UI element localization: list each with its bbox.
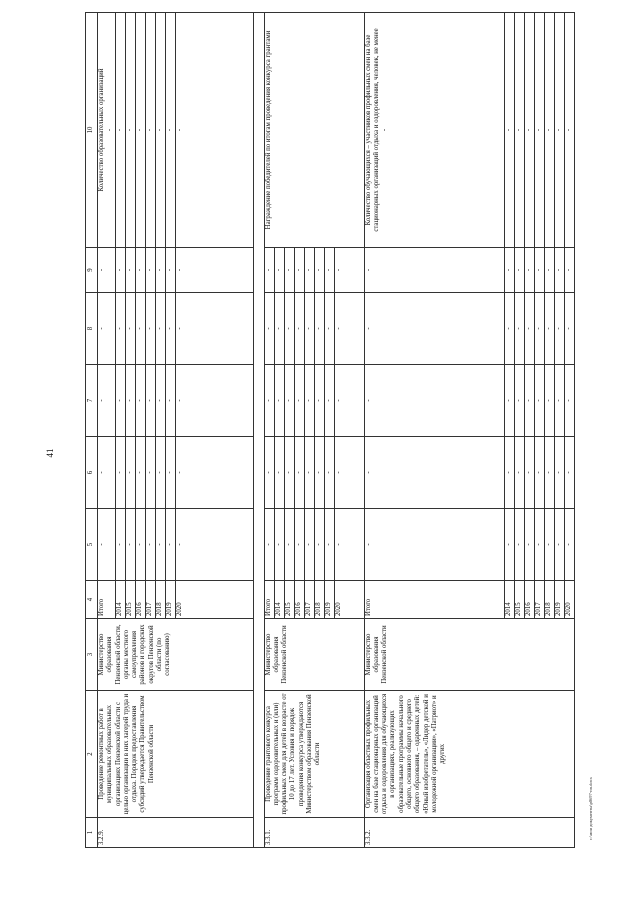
value-cell: -: [98, 248, 116, 293]
value-cell: -: [364, 248, 504, 293]
year-cell: 2020: [175, 581, 253, 619]
year-cell: 2020: [334, 581, 364, 619]
value-cell: -: [554, 509, 564, 581]
value-cell: -: [145, 13, 155, 248]
value-cell: -: [284, 365, 294, 437]
value-cell: -: [294, 509, 304, 581]
value-cell: -: [125, 437, 135, 509]
value-cell: -: [125, 365, 135, 437]
value-cell: -: [334, 365, 364, 437]
value-cell: -: [145, 509, 155, 581]
value-cell: -: [135, 365, 145, 437]
table-row: [264, 13, 274, 848]
header-cell: 7: [86, 365, 98, 437]
value-cell: -: [98, 509, 116, 581]
header-cell: 10: [86, 13, 98, 248]
rotated-table-area: [85, 28, 630, 848]
year-cell: 2018: [544, 581, 554, 619]
year-cell: Итого: [364, 581, 504, 619]
value-cell: -: [274, 248, 284, 293]
value-cell: -: [125, 293, 135, 365]
value-cell: -: [175, 13, 253, 248]
indicator-text: Количество образовательных организаций: [98, 68, 105, 192]
value-cell: -: [514, 13, 524, 248]
value-cell: -: [155, 509, 165, 581]
value-cell: -: [98, 293, 116, 365]
value-cell: -: [314, 248, 324, 293]
activity-cell: Организация областных профильных смен на базе стационарных организаций отдыха и оздоровления для обучающихся в организациях, реализующих образовательные программы начального общего, основного общего и среднего общего образования, – одаренных детей: «Юный изобретатель», «Лидер детской и молодежной организации», «Патриот» и других: [364, 691, 574, 818]
value-cell: -: [334, 248, 364, 293]
value-cell: -: [544, 365, 554, 437]
value-cell: -: [524, 248, 534, 293]
executor-cell: Министерство образования Пензенской области: [364, 619, 574, 691]
value-cell: -: [264, 293, 274, 365]
value-cell: -: [504, 13, 514, 248]
value-cell: -: [334, 437, 364, 509]
value-cell: -: [524, 509, 534, 581]
value-cell: -: [165, 365, 175, 437]
value-cell: -: [564, 509, 574, 581]
value-cell: -: [554, 437, 564, 509]
row-number: 3.2.9.: [98, 818, 254, 848]
value-cell: -: [524, 13, 534, 248]
value-cell: -: [564, 365, 574, 437]
value-cell: -: [115, 437, 125, 509]
value-cell: -: [334, 509, 364, 581]
value-cell: -: [135, 437, 145, 509]
header-cell: 8: [86, 293, 98, 365]
year-cell: 2014: [115, 581, 125, 619]
value-cell: -: [324, 509, 334, 581]
value-cell: -: [514, 509, 524, 581]
value-cell: -: [564, 248, 574, 293]
value-cell: -: [324, 293, 334, 365]
dash: -: [106, 128, 114, 132]
year-cell: 2019: [324, 581, 334, 619]
value-cell: -: [284, 293, 294, 365]
value-cell: -: [145, 437, 155, 509]
value-cell: -: [514, 365, 524, 437]
value-cell: -: [155, 248, 165, 293]
value-cell: -: [165, 509, 175, 581]
value-cell: -: [564, 437, 574, 509]
value-cell: -: [125, 509, 135, 581]
year-cell: 2016: [524, 581, 534, 619]
value-cell: -: [135, 293, 145, 365]
value-cell: -: [264, 365, 274, 437]
value-cell: -: [554, 365, 564, 437]
value-cell: -: [504, 248, 514, 293]
value-cell: -: [314, 509, 324, 581]
value-cell: -: [274, 509, 284, 581]
value-cell: -: [554, 248, 564, 293]
value-cell: -: [544, 293, 554, 365]
value-cell: -: [145, 365, 155, 437]
value-cell: -: [145, 248, 155, 293]
indicator-cell: Награждение победителей по итогам проведения конкурса грантами: [264, 13, 364, 248]
value-cell: -: [514, 293, 524, 365]
value-cell: -: [175, 437, 253, 509]
value-cell: -: [324, 437, 334, 509]
table-row: [98, 13, 116, 848]
indicator-cell: [98, 13, 116, 248]
year-cell: 2017: [304, 581, 314, 619]
value-cell: -: [115, 365, 125, 437]
value-cell: -: [294, 248, 304, 293]
value-cell: -: [274, 437, 284, 509]
value-cell: -: [304, 248, 314, 293]
value-cell: -: [264, 437, 274, 509]
indicator-cell: [364, 13, 504, 248]
header-cell: 1: [86, 818, 98, 848]
value-cell: -: [155, 365, 165, 437]
value-cell: -: [284, 509, 294, 581]
page-number: 41: [45, 448, 55, 458]
value-cell: -: [564, 293, 574, 365]
dash: -: [381, 128, 389, 132]
value-cell: -: [364, 509, 504, 581]
value-cell: -: [175, 365, 253, 437]
header-row: [86, 13, 98, 848]
value-cell: -: [135, 509, 145, 581]
executor-cell: Министерство образования Пензенской области: [264, 619, 364, 691]
value-cell: -: [534, 437, 544, 509]
value-cell: -: [98, 365, 116, 437]
activity-cell: Проведение ремонтных работ в муниципальных образовательных организациях Пензенской области с целью организации в них лагерей труда и отдыха. Порядок предоставления субсидий утверждается Правительством Пензенской области: [98, 691, 254, 818]
value-cell: -: [274, 365, 284, 437]
value-cell: -: [504, 437, 514, 509]
value-cell: -: [165, 293, 175, 365]
value-cell: -: [155, 437, 165, 509]
value-cell: -: [544, 437, 554, 509]
value-cell: -: [544, 509, 554, 581]
value-cell: -: [115, 509, 125, 581]
header-cell: 9: [86, 248, 98, 293]
value-cell: -: [514, 437, 524, 509]
year-cell: 2016: [294, 581, 304, 619]
value-cell: -: [294, 437, 304, 509]
value-cell: -: [175, 293, 253, 365]
value-cell: -: [304, 437, 314, 509]
value-cell: -: [165, 248, 175, 293]
value-cell: -: [175, 509, 253, 581]
header-cell: 6: [86, 437, 98, 509]
year-cell: 2015: [514, 581, 524, 619]
value-cell: -: [284, 248, 294, 293]
year-cell: 2020: [564, 581, 574, 619]
year-cell: 2015: [284, 581, 294, 619]
value-cell: -: [304, 509, 314, 581]
value-cell: -: [504, 365, 514, 437]
value-cell: -: [544, 248, 554, 293]
year-cell: 2018: [155, 581, 165, 619]
value-cell: -: [175, 248, 253, 293]
section-title: [253, 13, 264, 848]
program-table: [85, 12, 575, 848]
row-number: 3.3.2.: [364, 818, 574, 848]
value-cell: -: [534, 509, 544, 581]
table-row: [364, 13, 504, 848]
value-cell: -: [165, 437, 175, 509]
year-cell: 2017: [534, 581, 544, 619]
executor-cell: Министерство образования Пензенской области, органы местного самоуправления районов и городских округов Пензенской области (по согласованию): [98, 619, 254, 691]
value-cell: -: [324, 365, 334, 437]
row-number: 3.3.1.: [264, 818, 364, 848]
value-cell: -: [274, 293, 284, 365]
header-cell: 3: [86, 619, 98, 691]
value-cell: -: [155, 293, 165, 365]
value-cell: -: [115, 13, 125, 248]
value-cell: -: [524, 437, 534, 509]
value-cell: -: [314, 365, 324, 437]
value-cell: -: [304, 293, 314, 365]
value-cell: -: [264, 509, 274, 581]
value-cell: -: [125, 248, 135, 293]
value-cell: -: [364, 293, 504, 365]
value-cell: -: [334, 293, 364, 365]
value-cell: -: [534, 293, 544, 365]
value-cell: -: [314, 293, 324, 365]
activity-cell: Проведение грантового конкурса программ оздоровительных и (или) профильных смен для детей в возрасте от 10 до 17 лет. Условия и порядок проведения конкурса утверждаются Министерством образования Пензенской области: [264, 691, 364, 818]
year-cell: Итого: [264, 581, 274, 619]
value-cell: -: [514, 248, 524, 293]
value-cell: -: [294, 293, 304, 365]
year-cell: 2019: [554, 581, 564, 619]
header-cell: 5: [86, 509, 98, 581]
value-cell: -: [504, 509, 514, 581]
value-cell: -: [115, 248, 125, 293]
year-cell: 2018: [314, 581, 324, 619]
value-cell: -: [564, 13, 574, 248]
indicator-text: Количество обучающихся – участников профильных смен на базе стационарных организаций отдыха и оздоровления, человек, не менее: [364, 28, 380, 232]
header-cell: 4: [86, 581, 98, 619]
value-cell: -: [534, 13, 544, 248]
value-cell: -: [115, 293, 125, 365]
value-cell: -: [135, 13, 145, 248]
footer-path: c:\мои документы\p0697-пп.docx: [588, 777, 593, 840]
year-cell: 2014: [274, 581, 284, 619]
value-cell: -: [534, 248, 544, 293]
year-cell: 2016: [135, 581, 145, 619]
year-cell: 2015: [125, 581, 135, 619]
value-cell: -: [364, 365, 504, 437]
year-cell: Итого: [98, 581, 116, 619]
value-cell: -: [324, 248, 334, 293]
value-cell: -: [544, 13, 554, 248]
value-cell: -: [294, 365, 304, 437]
value-cell: -: [524, 293, 534, 365]
value-cell: -: [264, 248, 274, 293]
year-cell: 2014: [504, 581, 514, 619]
value-cell: -: [314, 437, 324, 509]
value-cell: -: [155, 13, 165, 248]
header-cell: 2: [86, 691, 98, 818]
value-cell: -: [165, 13, 175, 248]
year-cell: 2019: [165, 581, 175, 619]
value-cell: -: [554, 13, 564, 248]
value-cell: -: [304, 365, 314, 437]
year-cell: 2017: [145, 581, 155, 619]
value-cell: -: [504, 293, 514, 365]
value-cell: -: [554, 293, 564, 365]
value-cell: -: [284, 437, 294, 509]
value-cell: -: [98, 437, 116, 509]
value-cell: -: [145, 293, 155, 365]
value-cell: -: [125, 13, 135, 248]
value-cell: -: [534, 365, 544, 437]
section-row: [253, 13, 264, 848]
value-cell: -: [135, 248, 145, 293]
value-cell: -: [364, 437, 504, 509]
value-cell: -: [524, 365, 534, 437]
